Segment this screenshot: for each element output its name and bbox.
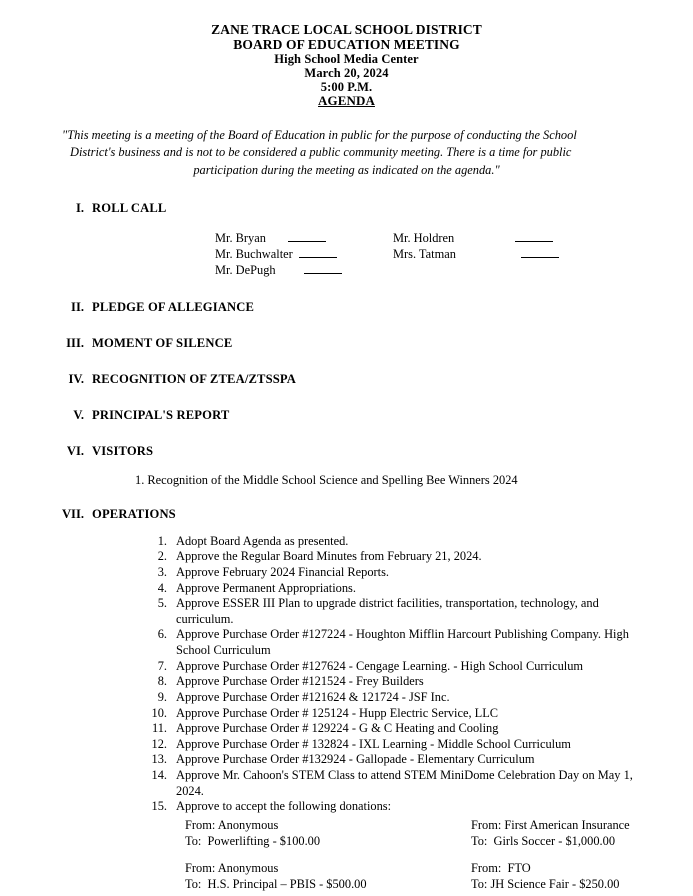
vote-blank[interactable] [304,263,342,274]
section-numeral: IV. [68,371,84,386]
meeting-location: High School Media Center [274,52,419,67]
section-pledge-of-allegiance [40,300,653,315]
section-recognition-ztea-ztsspa [40,372,653,387]
statement-line-3: participation during the meeting as indicated on the agenda." [193,162,500,177]
vote-blank[interactable] [521,247,559,258]
operations-item [150,690,653,706]
donation-from: From: FTO [471,861,531,876]
section-numeral: II. [71,299,84,314]
roll-call-member [393,247,559,263]
operations-item [150,752,653,768]
operations-item [150,768,653,799]
item-text: Approve Purchase Order # 132824 - IXL Learning - Middle School Curriculum [176,736,571,751]
item-text: Approve the Regular Board Minutes from February 21, 2024. [176,549,482,564]
meeting-time: 5:00 P.M. [320,80,373,95]
member-name: Mr. Holdren [393,230,455,245]
donation-entry [185,861,465,892]
operations-item [150,721,653,737]
roll-call-member [215,247,393,263]
section-heading: MOMENT OF SILENCE [92,335,233,350]
operations-item [150,565,653,581]
roll-call-member [393,231,553,247]
operations-item [150,596,653,627]
operations-item [150,534,653,550]
section-heading: PRINCIPAL'S REPORT [92,407,230,422]
vote-blank[interactable] [288,231,326,242]
vote-blank[interactable] [299,247,337,258]
item-number: 13. [151,752,167,767]
operations-item [150,549,653,565]
item-number: 3. [157,564,167,579]
item-number: 12. [151,736,167,751]
roll-call-list [40,231,653,279]
section-numeral: V. [73,407,84,422]
item-number: 4. [157,580,167,595]
statement-line-2: District's business and is not to be considered a public community meeting. There is a time for public [70,145,572,160]
item-number: 9. [157,689,167,704]
operations-item [150,674,653,690]
operations-item [150,659,653,675]
donation-group [185,818,653,849]
item-text: Approve Purchase Order #132924 - Gallopade - Elementary Curriculum [176,752,535,767]
visitors-item: 1. Recognition of the Middle School Science and Spelling Bee Winners 2024 [135,472,518,487]
donation-to: To: Powerlifting - $100.00 [185,833,321,848]
item-number: 2. [157,549,167,564]
member-name: Mr. Bryan [215,230,266,245]
donation-entry [465,818,630,849]
donation-from: From: First American Insurance [471,817,630,832]
item-number: 10. [151,705,167,720]
section-principals-report [40,408,653,423]
item-number: 5. [157,596,167,611]
donations-list [150,818,653,893]
item-text: Approve Mr. Cahoon's STEM Class to attend STEM MiniDome Celebration Day on May 1, 2024. [176,768,633,798]
donation-to: To: JH Science Fair - $250.00 [471,876,620,891]
donation-group [185,861,653,892]
meeting-body: BOARD OF EDUCATION MEETING [233,37,460,53]
roll-call-row [215,263,653,279]
roll-call-row [215,231,653,247]
vote-blank[interactable] [515,231,553,242]
section-visitors [40,444,653,459]
item-number: 7. [157,658,167,673]
operations-item [150,737,653,753]
section-heading: OPERATIONS [92,506,176,521]
item-text: Approve Purchase Order #127624 - Cengage Learning. - High School Curriculum [176,658,584,673]
donation-to: To: Girls Soccer - $1,000.00 [471,833,616,848]
donation-entry [465,861,619,892]
item-number: 8. [157,674,167,689]
section-numeral: I. [75,200,84,215]
district-name: ZANE TRACE LOCAL SCHOOL DISTRICT [211,22,482,37]
donation-from: From: Anonymous [185,817,279,832]
donation-from: From: Anonymous [185,861,279,876]
document-type-heading: AGENDA [318,93,375,109]
item-text: Approve Purchase Order #121524 - Frey Builders [176,674,424,689]
roll-call-member [215,231,393,247]
section-moment-of-silence [40,336,653,351]
item-text: Approve ESSER III Plan to upgrade district facilities, transportation, technology, and curriculum. [176,596,599,626]
item-text: Approve Purchase Order #121624 & 121724 - JSF Inc. [176,689,450,704]
item-text: Approve Purchase Order # 125124 - Hupp Electric Service, LLC [176,705,499,720]
item-text: Adopt Board Agenda as presented. [176,533,349,548]
item-text: Approve Purchase Order # 129224 - G & C Heating and Cooling [176,721,499,736]
masthead [40,22,653,109]
operations-item [150,799,653,815]
donation-entry [185,818,465,849]
section-heading: RECOGNITION OF ZTEA/ZTSSPA [92,371,297,386]
member-name: Mr. DePugh [215,262,276,277]
operations-item [150,581,653,597]
item-number: 11. [151,721,167,736]
public-meeting-statement [62,127,631,180]
operations-item [150,706,653,722]
item-text: Approve Purchase Order #127224 - Houghton Mifflin Harcourt Publishing Company. High School Curriculum [176,627,629,658]
statement-line-1: "This meeting is a meeting of the Board of Education in public for the purpose of conducting the School [62,127,577,142]
item-text: Approve to accept the following donations: [176,799,392,814]
section-heading: ROLL CALL [92,200,167,215]
item-number: 14. [151,768,167,783]
section-numeral: VI. [66,443,84,458]
item-number: 15. [151,799,167,814]
section-roll-call [40,201,653,216]
member-name: Mrs. Tatman [393,246,456,261]
donation-to: To: H.S. Principal – PBIS - $500.00 [185,876,367,891]
item-text: Approve February 2024 Financial Reports. [176,564,390,579]
section-heading: VISITORS [92,443,154,458]
item-text: Approve Permanent Appropriations. [176,580,356,595]
operations-item [150,627,653,658]
section-heading: PLEDGE OF ALLEGIANCE [92,299,255,314]
meeting-date: March 20, 2024 [304,66,389,81]
section-numeral: III. [66,335,84,350]
member-name: Mr. Buchwalter [215,246,293,261]
section-numeral: VII. [61,506,84,521]
item-number: 6. [157,627,167,642]
roll-call-member [215,263,393,279]
item-number: 1. [157,533,167,548]
section-operations [40,507,653,522]
roll-call-row [215,247,653,263]
operations-list [40,534,653,893]
